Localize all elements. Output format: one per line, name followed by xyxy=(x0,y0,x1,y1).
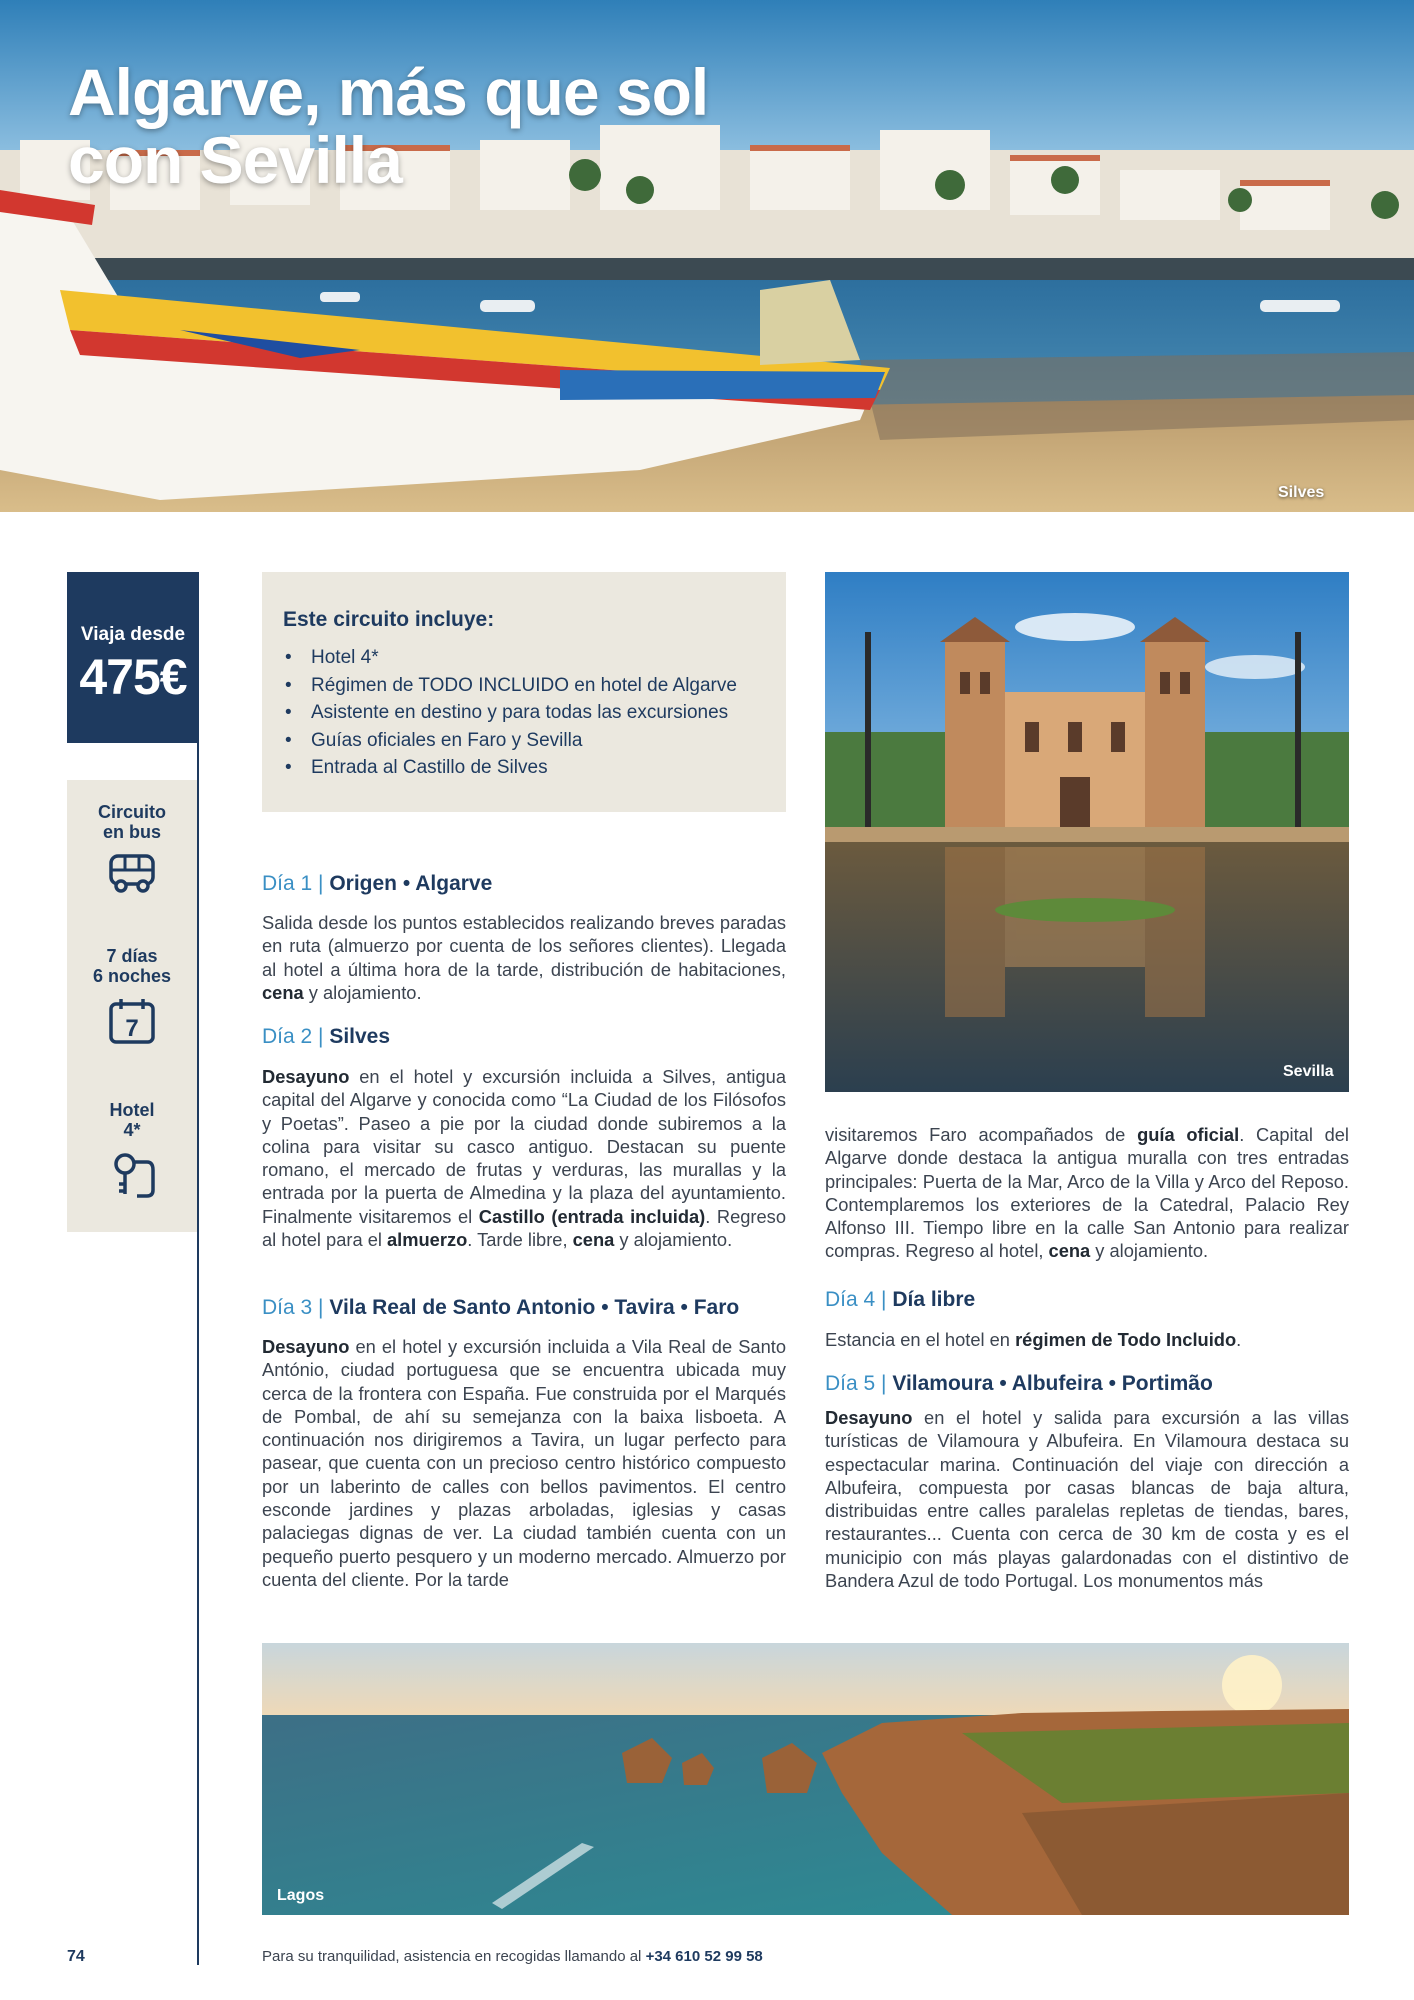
includes-item: • Asistente en destino y para todas las excursiones xyxy=(283,699,766,727)
price-value: 475€ xyxy=(79,649,187,705)
lagos-illustration xyxy=(262,1643,1349,1915)
trip-info-panel xyxy=(67,780,197,1232)
body-text: y alojamiento. xyxy=(303,981,422,1003)
emphasis-text: almuerzo xyxy=(387,1229,468,1251)
body-text: y alojamiento. xyxy=(614,1229,733,1251)
day-2-heading xyxy=(262,1025,786,1049)
footer-text: Para su tranquilidad, asistencia en recogidas llamando al xyxy=(262,1948,646,1965)
day-1-title: Origen • Algarve xyxy=(329,872,493,895)
info-item-transport xyxy=(67,802,197,896)
info-duration-label: 7 días 6 noches xyxy=(92,946,172,986)
body-text: . Tarde libre, xyxy=(467,1229,573,1251)
includes-item: • Régimen de TODO INCLUIDO en hotel de Algarve xyxy=(283,672,766,700)
body-text: Estancia en el hotel en xyxy=(825,1329,1016,1350)
day-3-description xyxy=(262,1335,786,1591)
day-4-number: Día 4 | xyxy=(825,1288,887,1311)
price-label: Viaja desde xyxy=(80,624,186,645)
info-item-duration xyxy=(67,946,197,1046)
body-text: en el hotel y excursión incluida a Vila Real de Santo António, ciudad portuguesa que se encuentra ubicada muy cerca de la frontera con España. Fue construida por el Marqués de Pombal, de ahí su semejanza con la baixa lisboeta. A continuación nos dirigiremos a Tavira, un lugar perfecto para pasear, que cuenta con un precioso centro histórico compuesto por un laberinto de calles con bellos pavimentos. El centro esconde jardines y plazas arboladas, iglesias y casas palaciegas dignas de ver. La ciudad también cuenta con un pequeño puerto pesquero y un moderno mercado. Almuerzo por cuenta del cliente. Por la tarde xyxy=(262,1336,786,1590)
includes-list xyxy=(283,644,766,782)
emphasis-text: cena xyxy=(1048,1240,1091,1262)
photo-sevilla xyxy=(825,572,1349,1092)
body-text: y alojamiento. xyxy=(1090,1240,1209,1262)
page-number: 74 xyxy=(67,1948,85,1965)
emphasis-text: cena xyxy=(572,1229,615,1251)
emphasis-text: Castillo (entrada incluida) xyxy=(478,1205,706,1227)
calendar-icon-number: 7 xyxy=(125,1015,139,1042)
page-title-line-1: Algarve, más que sol xyxy=(68,55,709,129)
day-4-title: Día libre xyxy=(892,1288,976,1311)
body-text: . Regreso al hotel para el xyxy=(262,1205,786,1251)
emphasis-text: Desayuno xyxy=(262,1336,350,1357)
price-box xyxy=(67,572,199,743)
day-1-number: Día 1 | xyxy=(262,872,324,895)
day-3-heading xyxy=(262,1296,786,1320)
includes-item: • Hotel 4* xyxy=(283,644,766,672)
footer-assistance-note xyxy=(262,1948,763,1965)
sevilla-illustration xyxy=(825,572,1349,1092)
day-3-number: Día 3 | xyxy=(262,1296,324,1319)
body-text: en el hotel y salida para excursión a las villas turísticas de Vilamoura y Albufeira. En Vilamoura destaca su espectacular marina. Continuación del viaje con dirección a Albufeira, compuesta por casas blancas de baja altura, distribuidas entre calles paralelas repletas de tiendas, bares, restaurantes... Cuenta con cerca de 30 km de costa y es el municipio con más playas galardonadas con el distintivo de Bandera Azul de todo Portugal. Los monumentos más xyxy=(825,1407,1349,1592)
day-5-description xyxy=(825,1406,1349,1592)
body-text: Salida desde los puntos establecidos realizando breves paradas en ruta (almuerzo por cuenta de los señores clientes). Llegada al hotel a última hora de la tarde, distribución de habitaciones, xyxy=(262,912,786,980)
includes-item: • Guías oficiales en Faro y Sevilla xyxy=(283,727,766,755)
body-text: . Capital del Algarve donde destaca la antigua muralla con tres entradas principales: Puerta de la Mar, Arco de la Villa y Arco del Reposo. Contemplaremos los exteriores de la Catedral, Palacio Rey Alfonso III. Tiempo libre en la calle San Antonio para realizar compras. Regreso al hotel, xyxy=(825,1124,1349,1262)
page-title xyxy=(68,55,828,197)
emphasis-text: cena xyxy=(262,981,304,1003)
photo-lagos xyxy=(262,1643,1349,1915)
day-1-description xyxy=(262,911,786,1004)
info-transport-label: Circuito en bus xyxy=(97,802,166,842)
day-2-number: Día 2 | xyxy=(262,1025,324,1048)
day-2-description xyxy=(262,1065,786,1251)
day-3-title: Vila Real de Santo Antonio • Tavira • Faro xyxy=(329,1296,740,1319)
info-hotel-label: Hotel 4* xyxy=(109,1100,155,1140)
emphasis-text: Desayuno xyxy=(262,1066,350,1087)
sidebar-divider xyxy=(197,575,199,1965)
day-5-number: Día 5 | xyxy=(825,1372,887,1395)
day-5-title: Vilamoura • Albufeira • Portimão xyxy=(892,1372,1213,1395)
body-text: en el hotel y excursión incluida a Silves, antigua capital del Algarve y conocida como “La Ciudad de los Filósofos y Poetas”. Paseo a pie por la ciudad donde subiremos a la colina para visitar su casco antiguo. Destacan su puente romano, el mercado de frutas y verduras, las murallas y la entrada por la puerta de Almedina y la plaza del ayuntamiento. Finalmente visitaremos el xyxy=(262,1066,786,1227)
includes-item: • Entrada al Castillo de Silves xyxy=(283,754,766,782)
day-4-heading xyxy=(825,1288,1349,1312)
emphasis-text: régimen de Todo Incluido xyxy=(1015,1329,1237,1350)
lagos-caption: Lagos xyxy=(277,1887,325,1904)
day-1-heading xyxy=(262,872,786,896)
hero-photo-caption: Silves xyxy=(1278,484,1325,501)
day-5-heading xyxy=(825,1372,1349,1396)
hotel-key-icon xyxy=(107,1150,157,1200)
day-3-continued-description xyxy=(825,1123,1349,1263)
sevilla-caption: Sevilla xyxy=(1283,1063,1334,1080)
calendar-icon xyxy=(107,996,157,1046)
emphasis-text: Desayuno xyxy=(825,1407,913,1428)
day-4-description xyxy=(825,1328,1349,1351)
body-text: visitaremos Faro acompañados de xyxy=(825,1124,1138,1145)
bus-icon xyxy=(107,852,157,896)
includes-title: Este circuito incluye: xyxy=(283,608,495,631)
page-title-line-2: con Sevilla xyxy=(68,123,402,197)
body-text: . xyxy=(1236,1329,1242,1350)
footer-phone[interactable]: +34 610 52 99 58 xyxy=(645,1948,763,1965)
info-item-hotel xyxy=(67,1100,197,1200)
emphasis-text: guía oficial xyxy=(1137,1124,1240,1145)
day-2-title: Silves xyxy=(329,1025,391,1048)
includes-box xyxy=(262,572,786,812)
